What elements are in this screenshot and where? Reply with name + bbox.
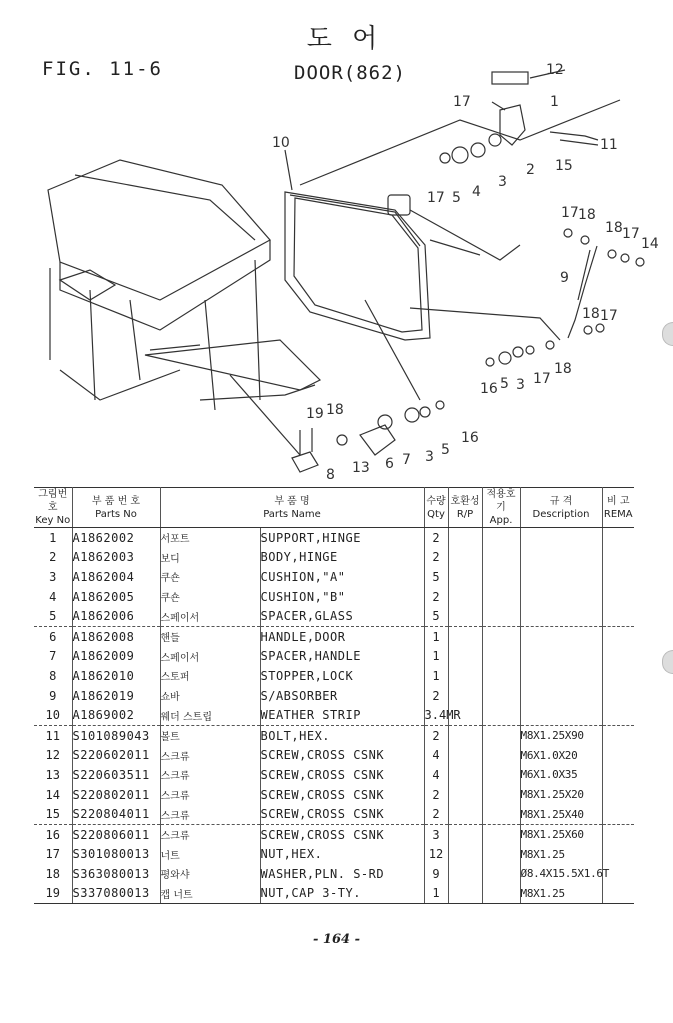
row-name-korean: 스토퍼 — [160, 666, 260, 686]
row-description — [520, 686, 602, 706]
row-app — [482, 686, 520, 706]
row-description — [520, 606, 602, 626]
row-description — [520, 567, 602, 587]
row-app — [482, 528, 520, 548]
row-qty: 1 — [424, 666, 448, 686]
row-name-english: HANDLE,DOOR — [260, 626, 424, 646]
row-description — [520, 626, 602, 646]
row-description: M8X1.25X20 — [520, 785, 602, 805]
callout-4: 4 — [472, 184, 481, 200]
row-description: M6X1.0X20 — [520, 746, 602, 766]
row-remarks — [602, 746, 634, 766]
row-key: 16 — [34, 824, 72, 844]
row-description — [520, 528, 602, 548]
row-remarks — [602, 785, 634, 805]
row-qty: 2 — [424, 785, 448, 805]
row-remarks — [602, 725, 634, 745]
table-row — [34, 884, 634, 904]
row-app — [482, 845, 520, 865]
callout-17c: 17 — [561, 205, 579, 221]
row-qty: 1 — [424, 884, 448, 904]
row-name-korean: 캡 너트 — [160, 884, 260, 904]
row-qty: 2 — [424, 587, 448, 607]
callout-3b: 3 — [516, 377, 525, 393]
row-part-no: S220603511 — [72, 765, 160, 785]
row-rp — [448, 845, 482, 865]
row-key: 5 — [34, 606, 72, 626]
table-row — [34, 567, 634, 587]
row-key: 15 — [34, 804, 72, 824]
row-qty: 3.4MR — [424, 705, 448, 725]
row-name-english: CUSHION,"B" — [260, 587, 424, 607]
row-qty: 2 — [424, 548, 448, 568]
row-rp — [448, 567, 482, 587]
table-row — [34, 725, 634, 745]
page-number: - 164 - — [313, 932, 360, 947]
table-row — [34, 705, 634, 725]
row-remarks — [602, 587, 634, 607]
row-name-english: SPACER,HANDLE — [260, 647, 424, 667]
callout-16b: 16 — [461, 430, 479, 446]
row-remarks — [602, 765, 634, 785]
table-row — [34, 528, 634, 548]
row-name-english: SCREW,CROSS CSNK — [260, 746, 424, 766]
callout-13: 13 — [352, 460, 370, 476]
callout-5c: 5 — [441, 442, 450, 458]
row-name-korean: 핸들 — [160, 626, 260, 646]
row-app — [482, 647, 520, 667]
row-remarks — [602, 548, 634, 568]
row-qty: 1 — [424, 647, 448, 667]
callout-16: 16 — [480, 381, 498, 397]
row-name-korean: 스크류 — [160, 785, 260, 805]
callout-18e: 18 — [326, 402, 344, 418]
col-part-name: 부 품 명 Parts Name — [160, 488, 424, 528]
callout-3: 3 — [498, 174, 507, 190]
row-description — [520, 666, 602, 686]
row-rp — [448, 548, 482, 568]
row-description — [520, 587, 602, 607]
row-key: 7 — [34, 647, 72, 667]
callout-18b: 18 — [605, 220, 623, 236]
table-row — [34, 824, 634, 844]
row-qty: 5 — [424, 606, 448, 626]
row-name-korean: 스페이서 — [160, 647, 260, 667]
row-app — [482, 765, 520, 785]
row-part-no: A1862004 — [72, 567, 160, 587]
row-key: 1 — [34, 528, 72, 548]
row-part-no: S220602011 — [72, 746, 160, 766]
row-name-korean: 평와샤 — [160, 864, 260, 884]
table-row — [34, 804, 634, 824]
title-english: DOOR(862) — [294, 62, 406, 84]
row-app — [482, 567, 520, 587]
row-rp — [448, 528, 482, 548]
table-row — [34, 647, 634, 667]
callout-7: 7 — [402, 452, 411, 468]
row-key: 9 — [34, 686, 72, 706]
row-rp — [448, 824, 482, 844]
row-rp — [448, 884, 482, 904]
row-name-korean: 스크류 — [160, 765, 260, 785]
row-app — [482, 548, 520, 568]
row-qty: 2 — [424, 686, 448, 706]
table-row — [34, 785, 634, 805]
row-remarks — [602, 647, 634, 667]
table-row — [34, 765, 634, 785]
row-part-no: S220806011 — [72, 824, 160, 844]
row-remarks — [602, 804, 634, 824]
row-key: 6 — [34, 626, 72, 646]
callout-19: 19 — [306, 406, 324, 422]
row-part-no: A1862002 — [72, 528, 160, 548]
row-key: 17 — [34, 845, 72, 865]
col-qty: 수량 Qty — [424, 488, 448, 528]
row-name-korean: 볼트 — [160, 725, 260, 745]
row-name-korean: 너트 — [160, 845, 260, 865]
table-row — [34, 845, 634, 865]
parts-table — [34, 487, 634, 904]
row-rp — [448, 626, 482, 646]
row-part-no: A1869002 — [72, 705, 160, 725]
col-description: 규 격 Description — [520, 488, 602, 528]
callout-11: 11 — [600, 137, 618, 153]
row-app — [482, 725, 520, 745]
row-part-no: S220804011 — [72, 804, 160, 824]
row-name-korean: 쿠숀 — [160, 567, 260, 587]
row-qty: 1 — [424, 626, 448, 646]
callout-17b: 17 — [427, 190, 445, 206]
row-description: M8X1.25 — [520, 884, 602, 904]
col-app: 적용호기 App. — [482, 488, 520, 528]
row-qty: 4 — [424, 765, 448, 785]
row-qty: 2 — [424, 528, 448, 548]
row-app — [482, 746, 520, 766]
row-qty: 2 — [424, 725, 448, 745]
row-description: M8X1.25X40 — [520, 804, 602, 824]
row-rp — [448, 785, 482, 805]
row-remarks — [602, 666, 634, 686]
table-row — [34, 548, 634, 568]
callout-2: 2 — [526, 162, 535, 178]
table-row — [34, 686, 634, 706]
row-description — [520, 705, 602, 725]
row-name-korean: 웨더 스트립 — [160, 705, 260, 725]
row-name-korean: 쇼바 — [160, 686, 260, 706]
row-remarks — [602, 884, 634, 904]
row-key: 19 — [34, 884, 72, 904]
row-part-no: S337080013 — [72, 884, 160, 904]
row-name-english: STOPPER,LOCK — [260, 666, 424, 686]
row-qty: 4 — [424, 746, 448, 766]
callout-18: 18 — [578, 207, 596, 223]
callout-15: 15 — [555, 158, 573, 174]
callout-5: 5 — [452, 190, 461, 206]
row-name-english: S/ABSORBER — [260, 686, 424, 706]
callout-17e: 17 — [600, 308, 618, 324]
row-name-korean: 스크류 — [160, 824, 260, 844]
callout-12: 12 — [546, 62, 564, 78]
row-name-english: SCREW,CROSS CSNK — [260, 785, 424, 805]
row-rp — [448, 746, 482, 766]
row-name-english: SCREW,CROSS CSNK — [260, 804, 424, 824]
table-row — [34, 666, 634, 686]
row-rp — [448, 864, 482, 884]
row-description: M8X1.25X90 — [520, 725, 602, 745]
table-row — [34, 746, 634, 766]
callout-1: 1 — [550, 94, 559, 110]
row-name-korean: 보디 — [160, 548, 260, 568]
row-remarks — [602, 567, 634, 587]
row-key: 4 — [34, 587, 72, 607]
title-korean: 도 어 — [306, 24, 384, 54]
callout-3c: 3 — [425, 449, 434, 465]
binder-hole — [662, 650, 673, 674]
row-part-no: A1862010 — [72, 666, 160, 686]
row-key: 2 — [34, 548, 72, 568]
figure-number: FIG. 11-6 — [42, 58, 163, 80]
row-app — [482, 666, 520, 686]
row-rp — [448, 765, 482, 785]
row-part-no: A1862009 — [72, 647, 160, 667]
row-qty: 3 — [424, 824, 448, 844]
col-key: 그림번호 Key No — [35, 489, 71, 526]
row-app — [482, 864, 520, 884]
row-qty: 5 — [424, 567, 448, 587]
callout-18d: 18 — [554, 361, 572, 377]
row-remarks — [602, 528, 634, 548]
row-part-no: A1862006 — [72, 606, 160, 626]
row-rp — [448, 686, 482, 706]
col-rp: 호환성 R/P — [448, 488, 482, 528]
row-key: 3 — [34, 567, 72, 587]
table-header — [34, 488, 634, 528]
row-remarks — [602, 686, 634, 706]
row-part-no: S220802011 — [72, 785, 160, 805]
row-app — [482, 785, 520, 805]
row-remarks — [602, 606, 634, 626]
row-description — [520, 548, 602, 568]
row-name-english: SPACER,GLASS — [260, 606, 424, 626]
row-description: M8X1.25X60 — [520, 824, 602, 844]
row-app — [482, 804, 520, 824]
row-name-korean: 스크류 — [160, 746, 260, 766]
row-description: Ø8.4X15.5X1.6T — [520, 864, 602, 884]
table-row — [34, 606, 634, 626]
row-app — [482, 884, 520, 904]
row-qty: 12 — [424, 845, 448, 865]
callout-14: 14 — [641, 236, 659, 252]
row-part-no: A1862003 — [72, 548, 160, 568]
row-qty: 9 — [424, 864, 448, 884]
row-remarks — [602, 705, 634, 725]
col-part-no: 부 품 번 호 Parts No — [72, 488, 160, 528]
row-remarks — [602, 626, 634, 646]
row-description: M6X1.0X35 — [520, 765, 602, 785]
row-name-english: SCREW,CROSS CSNK — [260, 765, 424, 785]
row-name-english: SUPPORT,HINGE — [260, 528, 424, 548]
row-app — [482, 587, 520, 607]
row-part-no: A1862005 — [72, 587, 160, 607]
callout-9: 9 — [560, 270, 569, 286]
callout-18c: 18 — [582, 306, 600, 322]
row-rp — [448, 606, 482, 626]
row-name-english: SCREW,CROSS CSNK — [260, 824, 424, 844]
callout-17: 17 — [453, 94, 471, 110]
row-remarks — [602, 845, 634, 865]
row-app — [482, 626, 520, 646]
row-part-no: S363080013 — [72, 864, 160, 884]
row-qty: 2 — [424, 804, 448, 824]
callout-17d: 17 — [622, 226, 640, 242]
row-rp — [448, 804, 482, 824]
row-rp — [448, 647, 482, 667]
row-name-english: NUT,CAP 3-TY. — [260, 884, 424, 904]
row-description — [520, 647, 602, 667]
callout-6: 6 — [385, 456, 394, 472]
callout-17f: 17 — [533, 371, 551, 387]
row-rp — [448, 666, 482, 686]
row-name-korean: 스크류 — [160, 804, 260, 824]
row-app — [482, 606, 520, 626]
row-key: 8 — [34, 666, 72, 686]
row-description: M8X1.25 — [520, 845, 602, 865]
row-name-english: NUT,HEX. — [260, 845, 424, 865]
row-app — [482, 824, 520, 844]
row-part-no: A1862019 — [72, 686, 160, 706]
row-key: 12 — [34, 746, 72, 766]
row-key: 18 — [34, 864, 72, 884]
row-name-korean: 쿠숀 — [160, 587, 260, 607]
row-name-english: WASHER,PLN. S-RD — [260, 864, 424, 884]
row-remarks — [602, 824, 634, 844]
row-name-english: WEATHER STRIP — [260, 705, 424, 725]
row-part-no: S101089043 — [72, 725, 160, 745]
table-row — [34, 587, 634, 607]
row-name-english: BODY,HINGE — [260, 548, 424, 568]
callout-5b: 5 — [500, 376, 509, 392]
row-name-english: CUSHION,"A" — [260, 567, 424, 587]
row-key: 14 — [34, 785, 72, 805]
callout-8: 8 — [326, 467, 335, 483]
table-row — [34, 864, 634, 884]
callout-10: 10 — [272, 135, 290, 151]
row-key: 13 — [34, 765, 72, 785]
row-rp — [448, 725, 482, 745]
col-remarks: 비 고 REMA — [602, 488, 634, 528]
row-part-no: S301080013 — [72, 845, 160, 865]
row-app — [482, 705, 520, 725]
row-rp — [448, 587, 482, 607]
table-row — [34, 626, 634, 646]
row-part-no: A1862008 — [72, 626, 160, 646]
row-name-english: BOLT,HEX. — [260, 725, 424, 745]
row-key: 11 — [34, 725, 72, 745]
row-name-korean: 스페이서 — [160, 606, 260, 626]
row-key: 10 — [34, 705, 72, 725]
row-name-korean: 서포트 — [160, 528, 260, 548]
